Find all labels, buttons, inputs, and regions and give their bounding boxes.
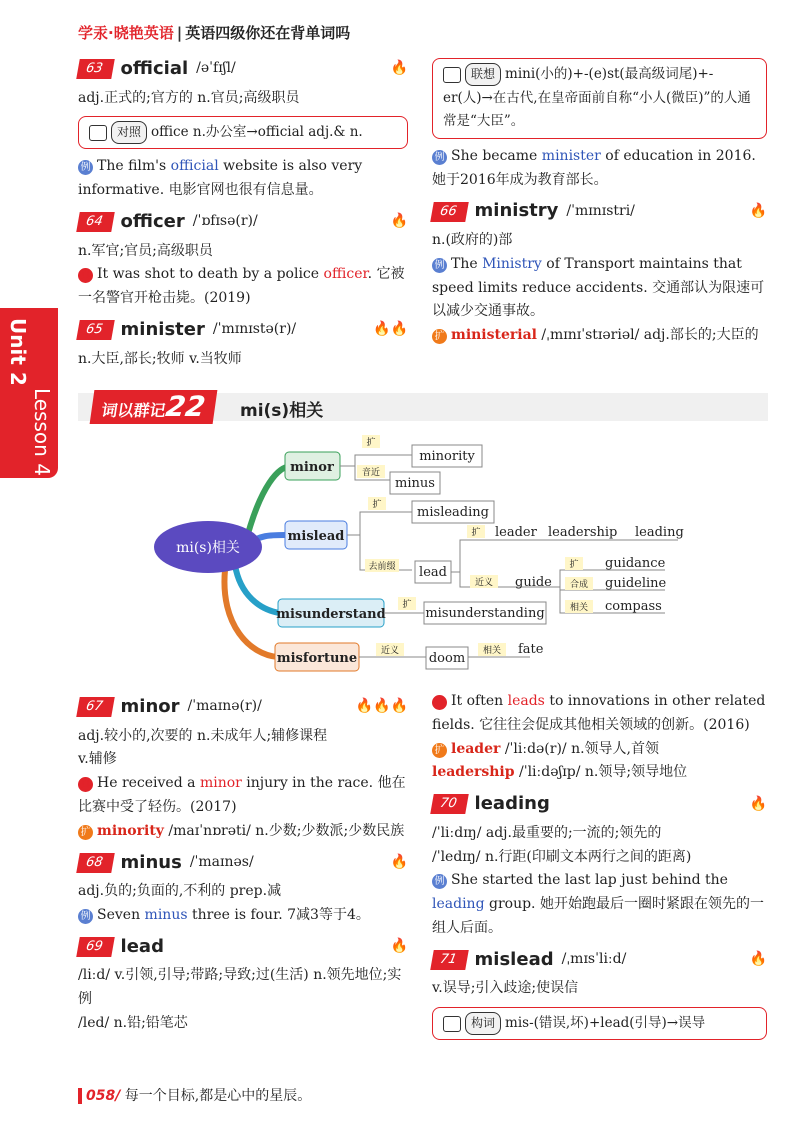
frequency-icon: 🔥	[390, 853, 408, 870]
example-icon: 例	[432, 150, 447, 165]
exam-icon: 真	[432, 695, 447, 710]
definition: n.(政府的)部	[432, 232, 513, 249]
phonetic: /ˈmɪnɪstri/	[566, 202, 635, 219]
memo-text: mini(小的)+-(e)st(最高级词尾)+-er(人)→在古代,在皇帝面前自称“小人(微臣)”的人通常是“大臣”。	[443, 66, 751, 130]
phonetic: /ˈɒfɪsə(r)/	[192, 213, 258, 230]
example-icon: 例	[78, 160, 93, 175]
headword: minor	[120, 696, 180, 717]
frequency-icon: 🔥	[749, 795, 767, 812]
example: 例 The Ministry of Transport maintains that speed limits reduce accidents. 交通部认为限速可以减少交通事故。	[432, 255, 765, 320]
definition: adj.负的;负面的,不利的 prep.减	[78, 883, 282, 900]
memo-text: mis-(错误,坏)+lead(引导)→误导	[505, 1015, 706, 1032]
unit-label: Unit 2	[6, 318, 30, 386]
page-number: 058/	[78, 1088, 120, 1104]
definition-2: /led/ n.铅;铅笔芯	[78, 1014, 188, 1031]
memo-box	[78, 116, 408, 149]
leaf-guide: guide	[515, 575, 552, 590]
entry-number: 71	[430, 950, 468, 970]
entry-officer	[78, 207, 408, 238]
extension: leadership /ˈliːdəʃɪp/ n.领导;领导地位	[432, 764, 688, 781]
side-tab	[0, 308, 58, 478]
memo-tag: 对照	[111, 121, 147, 143]
center-label: mi(s)相关	[176, 540, 240, 556]
top-left-column	[78, 52, 408, 371]
memo-tag: 构词	[465, 1012, 501, 1034]
leaf-doom: doom	[428, 651, 466, 666]
brand: 学汞·晓艳英语	[78, 24, 174, 42]
phonetic: /ˈmɪnɪstə(r)/	[212, 321, 297, 338]
headword: official	[120, 58, 189, 79]
headword: officer	[120, 210, 185, 232]
svg-text:相关: 相关	[569, 603, 589, 613]
example: 例 Seven minus three is four. 7减3等于4。	[78, 904, 408, 928]
example-icon: 例	[432, 258, 447, 273]
leaf-guideline: guideline	[605, 576, 667, 591]
entry-number: 69	[76, 937, 114, 957]
leaf-guidance: guidance	[605, 556, 666, 571]
entry-mislead	[432, 945, 767, 976]
footer-motto: 每一个目标,都是心中的星辰。	[124, 1088, 312, 1104]
entry-minister	[78, 315, 408, 346]
example: 真 He received a minor injury in the race. 他在比赛中受了轻伤。(2017)	[78, 775, 406, 815]
headword: ministry	[474, 200, 559, 222]
top-right-column	[432, 58, 767, 348]
bottom-right-column	[432, 690, 767, 1040]
frequency-icon: 🔥	[749, 202, 767, 219]
frequency-icon: 🔥🔥	[373, 321, 408, 338]
entry-leading	[432, 789, 767, 820]
svg-text:扩: 扩	[402, 600, 412, 610]
definition: v.误导;引入歧途;使误信	[432, 980, 579, 997]
memo-icon	[89, 125, 107, 141]
frequency-icon: 🔥	[390, 938, 408, 955]
svg-text:合成: 合成	[569, 580, 589, 590]
definition: n.大臣,部长;牧师 v.当牧师	[78, 350, 242, 367]
definition: adj.较小的,次要的 n.未成年人;辅修课程	[78, 727, 328, 744]
phonetic: /əˈfɪʃl/	[196, 60, 236, 77]
leaf-lead: lead	[419, 565, 447, 580]
lesson-label: Lesson 4	[30, 388, 54, 476]
extension: 扩 ministerial /ˌmɪnɪˈstɪəriəl/ adj.部长的;大臣的	[432, 324, 767, 348]
definition-2: /ˈledɪŋ/ n.行距(印刷文本两行之间的距离)	[432, 848, 692, 865]
svg-text:扩: 扩	[372, 500, 382, 510]
leaf-misunderstanding: misunderstanding	[425, 606, 545, 621]
memo-tag: 联想	[465, 63, 501, 86]
definition: adj.正式的;官方的 n.官员;高级职员	[78, 89, 300, 106]
headword: mislead	[474, 948, 554, 970]
extension: 扩 leader /ˈliːdə(r)/ n.领导人,首领	[432, 738, 767, 762]
node-mislead: mislead	[287, 529, 345, 544]
svg-text:近义: 近义	[474, 578, 494, 588]
entry-minus	[78, 848, 408, 879]
entry-number: 70	[430, 794, 468, 814]
leaf-leader: leader	[495, 525, 537, 540]
example-icon: 例	[432, 874, 447, 889]
example: 例 She started the last lap just behind the leading group. 她开始跑最后一圈时紧跟在领先的一组人后面。	[432, 872, 764, 936]
svg-text:扩: 扩	[366, 438, 376, 448]
node-misfortune: misfortune	[276, 651, 358, 666]
page-header: 学汞·晓艳英语 | 英语四级你还在背单词吗	[78, 24, 351, 42]
example: 真 It often leads to innovations in other related fields. 它往往会促成其他相关领域的创新。(2016)	[432, 693, 766, 733]
svg-text:近义: 近义	[380, 646, 400, 656]
memo-box	[432, 1007, 767, 1040]
group-title: mi(s)相关	[240, 401, 324, 421]
entry-number: 68	[76, 853, 114, 873]
entry-number: 65	[76, 320, 114, 340]
extension-icon: 扩	[78, 825, 93, 840]
example: 例 She became minister of education in 2016. 她于2016年成为教育部长。	[432, 147, 756, 188]
node-minor: minor	[290, 460, 334, 475]
extension-icon: 扩	[432, 743, 447, 758]
leaf-fate: fate	[518, 642, 544, 657]
entry-minor	[78, 692, 408, 723]
entry-number: 66	[430, 202, 468, 222]
example: 例 The film's official website is also very informative. 电影官网也很有信息量。	[78, 158, 363, 199]
mind-map	[150, 425, 690, 675]
frequency-icon: 🔥	[749, 951, 767, 968]
frequency-icon: 🔥	[390, 60, 408, 77]
definition: n.军官;官员;高级职员	[78, 242, 213, 259]
header-title: 英语四级你还在背单词吗	[185, 24, 351, 42]
phonetic: /ˈmaɪnə(r)/	[187, 698, 262, 715]
leaf-leading: leading	[635, 525, 684, 540]
extension: 扩 minority /maɪˈnɒrəti/ n.少数;少数派;少数民族	[78, 820, 408, 844]
leaf-compass: compass	[605, 599, 662, 614]
entry-number: 67	[76, 697, 114, 717]
memo-icon	[443, 1016, 461, 1032]
svg-text:扩: 扩	[569, 560, 579, 570]
exam-icon: 真	[78, 777, 93, 792]
example: 真 It was shot to death by a police officer. 它被一名警官开枪击毙。(2019)	[78, 266, 405, 307]
page-footer	[78, 1085, 311, 1105]
entry-lead	[78, 932, 408, 963]
headword: leading	[474, 793, 550, 815]
leaf-minus: minus	[395, 476, 435, 491]
bottom-left-column	[78, 690, 408, 1036]
frequency-icon: 🔥	[390, 213, 408, 230]
example-icon: 例	[78, 909, 93, 924]
definition: /liːd/ v.引领,引导;带路;导致;过(生活) n.领先地位;实例	[78, 967, 402, 1008]
svg-text:音近: 音近	[361, 468, 381, 478]
svg-text:去前缀: 去前缀	[368, 562, 396, 572]
node-misunderstand: misunderstand	[276, 607, 386, 622]
phonetic: /ˌmɪsˈliːd/	[561, 951, 627, 968]
group-badge: 词以群记22	[90, 390, 218, 424]
entry-ministry	[432, 196, 767, 227]
headword: minus	[120, 851, 182, 873]
svg-text:相关: 相关	[482, 646, 502, 656]
entry-number: 64	[76, 212, 114, 232]
headword: minister	[120, 318, 205, 340]
extension-icon: 扩	[432, 329, 447, 344]
exam-icon: 真	[78, 268, 93, 283]
leaf-minority: minority	[419, 449, 475, 464]
entry-official	[78, 54, 408, 85]
memo-icon	[443, 67, 461, 83]
definition-2: v.辅修	[78, 751, 117, 768]
leaf-leadership: leadership	[548, 525, 618, 540]
leaf-misleading: misleading	[417, 505, 489, 520]
phonetic: /ˈmaɪnəs/	[189, 853, 254, 870]
headword: lead	[120, 935, 164, 957]
svg-text:扩: 扩	[471, 528, 481, 538]
entry-number: 63	[76, 59, 114, 79]
frequency-icon: 🔥🔥🔥	[355, 698, 408, 715]
memo-box	[432, 58, 767, 139]
definition: /ˈliːdɪŋ/ adj.最重要的;一流的;领先的	[432, 824, 662, 841]
memo-text: office n.办公室→official adj.& n.	[151, 124, 363, 141]
